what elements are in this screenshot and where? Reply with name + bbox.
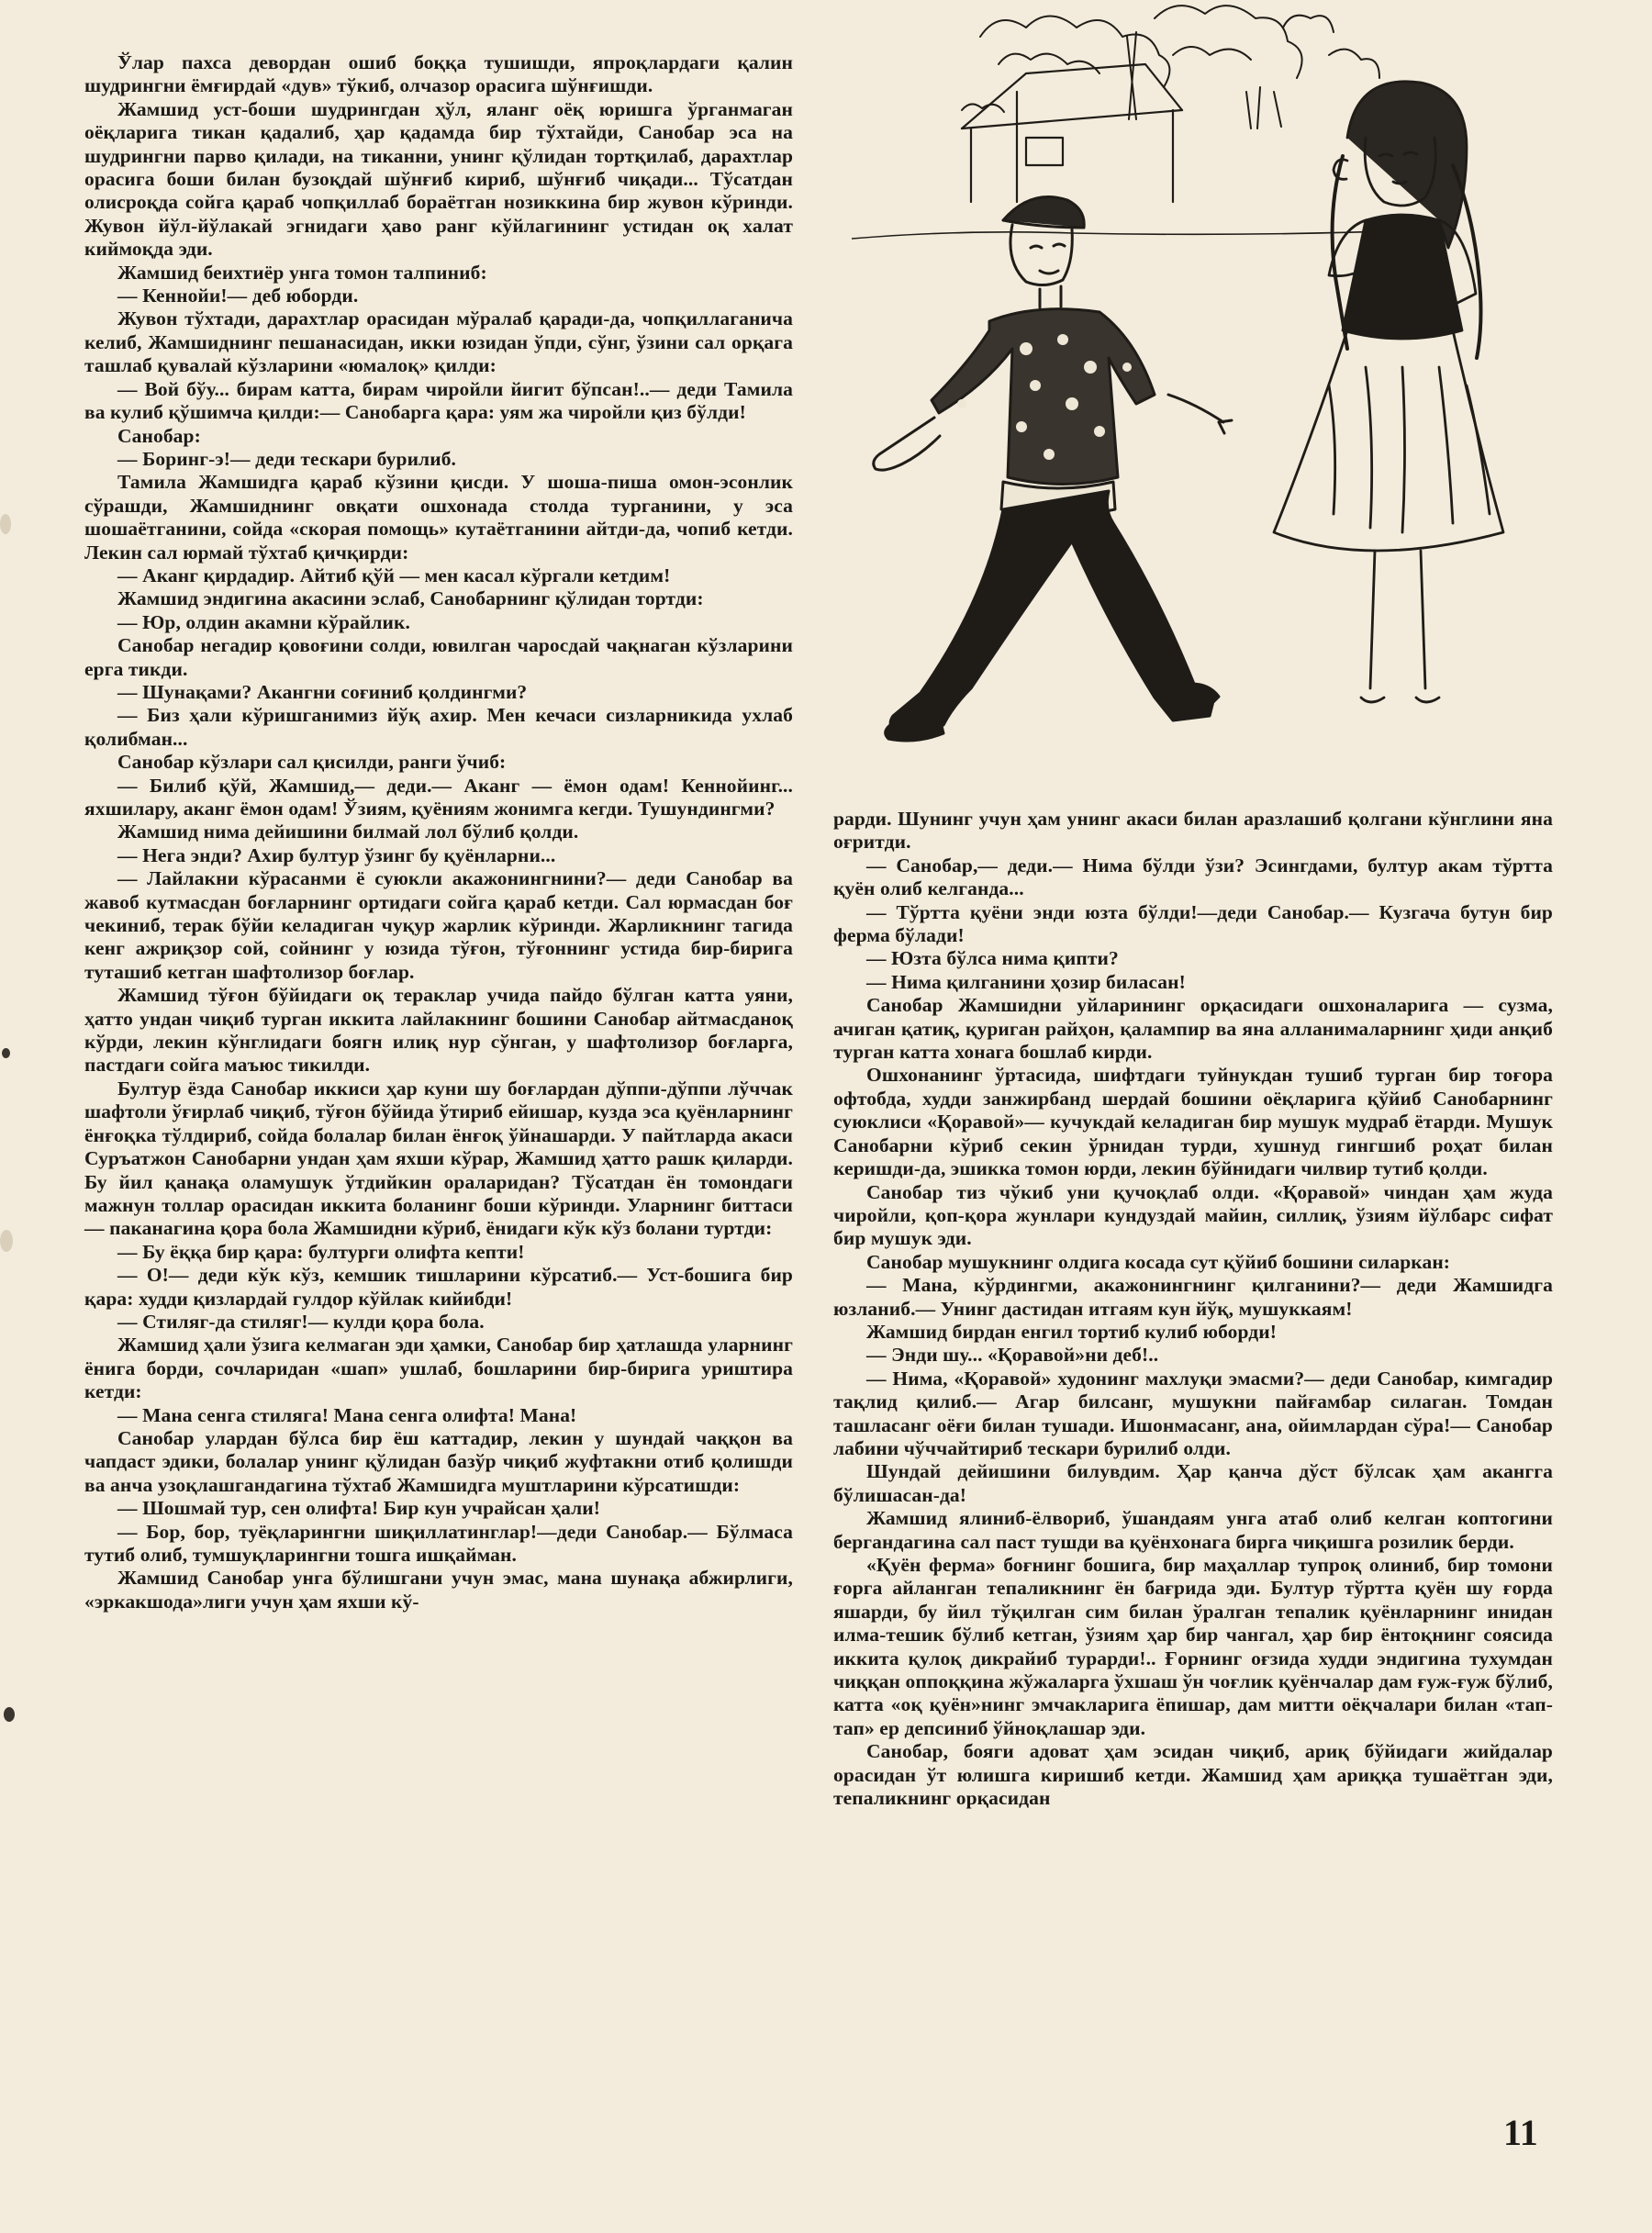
paragraph: Санобар тиз чўкиб уни қучоқлаб олди. «Қоравой» чиндан ҳам жуда чиройли, қоп-қора жунлари кундуздай майин, силлиқ, ўзиям йўлбарс сифат бир мушук эди. <box>833 1180 1553 1250</box>
paragraph: — Санобар,— деди.— Нима бўлди ўзи? Эсингдами, бултур акам тўртта қуён олиб келганда... <box>833 854 1553 900</box>
paragraph: — Тўртта қуёни энди юзта бўлди!—деди Санобар.— Кузгача бутун бир ферма бўлади! <box>833 900 1553 947</box>
house <box>962 64 1182 202</box>
boy-figure <box>874 196 1232 741</box>
paragraph: Жамшид Санобар унга бўлишгани учун эмас, мана шунақа абжирлиги, «эркакшода»лиги учун ҳам яхши кў- <box>84 1567 793 1613</box>
paragraph: Жамшид тўғон бўйидаги оқ тераклар учида пайдо бўлган катта уяни, ҳатто ундан чиқиб турган иккита лайлакнинг бошини Санобар айтмасданоқ кўрди, лекин кўнглидаги боягн илиқ нур сўнган, у шафтолизор боғларга, пастдаги сойга маъюс тикилди. <box>84 984 793 1077</box>
paragraph: Жамшид ялиниб-ёлвориб, ўшандаям унга атаб олиб келган коптогини бергандагина сал паст тушди ва қуёнхонага бирга чиқишга розилик берди. <box>833 1507 1553 1553</box>
paragraph: — Бор, бор, туёқларингни шиқиллатинглар!—деди Санобар.— Бўлмаса тутиб олиб, тумшуқларингни тошга ишқайман. <box>84 1520 793 1566</box>
paragraph: — Биз ҳали кўришганимиз йўқ ахир. Мен кечаси сизларникида ухлаб қолибман... <box>84 704 793 750</box>
paragraph: — Нима, «Қоравой» худонинг махлуқи эмасми?— деди Санобар, кимгадир тақлид қилиб.— Агар билсанг, мушукни пайғамбар силаган. Томдан ташласанг оёғи билан тушади. Ишонмасанг, ана, ойимлардан сўра!— Санобар лабини чўччайтириб тескари бурилиб олди. <box>833 1367 1553 1459</box>
paragraph: Тамила Жамшидга қараб кўзини қисди. У шоша-пиша омон-эсонлик сўрашди, Жамшиднинг овқати ошхонада столда турганини, у эса шошаётганини, сойда «скорая помощь» кутаётганини айтди-да, чопиб кетди. Лекин сал юрмай тўхтаб қичқирди: <box>84 471 793 564</box>
paragraph: — Лайлакни кўрасанми ё суюкли акажонингнини?— деди Санобар ва жавоб кутмасдан боғларнинг ортидаги сойга қараб кетди. Сал юрмасдан боғ чекиниб, терак бўйи келадиган чуқур жарлик кўринди. Жарликнинг тагида кенг ажриқзор сой, сойнинг у юзида тўғон, тўғоннинг устида бир-бирига туташиб кетган шафтолизор боғлар. <box>84 867 793 983</box>
page-number: 11 <box>1503 2112 1538 2153</box>
paragraph: — Бу ёққа бир қара: бултурги олифта кепти! <box>117 1240 525 1263</box>
right-text-column <box>833 808 1553 1810</box>
paragraph: Шундай дейишини билувдим. Ҳар қанча дўст бўлсак ҳам акангга бўлишасан-да! <box>833 1460 1553 1506</box>
paragraph: Жамшид бирдан енгил тортиб кулиб юборди! <box>866 1320 1278 1343</box>
ink-speck <box>2 1048 10 1058</box>
paragraph: Ўлар пахса девордан ошиб боққа тушишди, япроқлардаги қалин шудрингни ёмғирдай «дув» тўкиб, олчазор орасига шўнғишди. <box>84 51 793 97</box>
paragraph: Санобар негадир қовоғини солди, ювилган чаросдай чақнаган кўзларини ерга тикди. <box>84 634 793 680</box>
paragraph: Бултур ёзда Санобар иккиси ҳар куни шу боғлардан дўппи-дўппи лўччак шафтоли ўғирлаб чиқиб, тўғон бўйида ўтириб ейишар, кузда эса қуёнларнинг ёнғоқка тўлдириб, сойда болалар билан ёнғоқ ўйнашарди. У пайтларда акаси Суръатжон Санобарни ундан ҳам яхши кўрар, Жамшид ҳатто рашк қиларди. Бу йил қанақа оламушук ўтдийкин ораларидан? Тўсатдан ён томондаги мажнун толлар орасидан иккита боланинг боши кўринди. Уларнинг биттаси — паканагина қора бола Жамшидни кўриб, ёнидаги кўк кўз болани туртди: <box>84 1077 793 1240</box>
paragraph: Жамшид беихтиёр унга томон талпиниб: <box>117 261 487 284</box>
girl-figure <box>1274 82 1503 702</box>
paragraph: Жамшид ҳали ўзига келмаган эди ҳамки, Санобар бир ҳатлашда уларнинг ёнига борди, сочларидан «шап» ушлаб, бошларини бир-бирига уриштира кетди: <box>84 1334 793 1403</box>
paragraph: — Энди шу... «Қоравой»ни деб!.. <box>866 1344 1159 1367</box>
paragraph: — Вой бўу... бирам катта, бирам чиройли йигит бўпсан!..— деди Тамила ва кулиб қўшимча қилди:— Санобарга қара: уям жа чиройли қиз бўлди! <box>84 377 793 424</box>
paragraph: — Юр, олдин акамни кўрайлик. <box>117 610 410 633</box>
paragraph: — Шунақами? Акангни соғиниб қолдингми? <box>117 680 528 703</box>
paragraph: — Аканг қирдадир. Айтиб қўй — мен касал кўргали кетдим! <box>117 564 671 586</box>
left-text-column <box>84 51 793 1613</box>
paragraph: — Кеннойи!— деб юборди. <box>117 285 359 307</box>
paragraph: Санобар: <box>117 424 201 447</box>
paragraph: Жувон тўхтади, дарахтлар орасидан мўралаб қаради-да, чопқиллаганича келиб, Жамшиднинг пешанасидан, икки юзидан ўпди, сўнг, ўзини сал орқага ташлаб қувалай кўзларини «юмалоқ» қилди: <box>84 307 793 377</box>
paragraph: — Нима қилганини ҳозир биласан! <box>866 970 1186 993</box>
tree-foliage <box>962 6 1379 128</box>
paragraph: Санобар, бояги адоват ҳам эсидан чиқиб, ариқ бўйидаги жийдалар орасидан ўт юлишга киришиб кетди. Жамшид ҳам ариққа тушаётган эди, тепаликнинг орқасидан <box>833 1740 1553 1810</box>
paragraph: Жамшид нима дейишини билмай лол бўлиб қолди. <box>117 821 579 843</box>
paragraph: — Стиляг-да стиляг!— кулди қора бола. <box>117 1310 485 1333</box>
paragraph: Жамшид эндигина акасини эслаб, Санобарнинг қўлидан тортди: <box>117 587 704 610</box>
paragraph: Санобар кўзлари сал қисилди, ранги ўчиб: <box>117 751 507 774</box>
paragraph: — Билиб қўй, Жамшид,— деди.— Аканг — ёмон одам! Кеннойинг... яхшилару, аканг ёмон одам! Ўзиям, қуёниям жонимга кегди. Тушундингми? <box>84 774 793 820</box>
paragraph: — Нега энди? Ахир бултур ўзинг бу қуёнларни... <box>117 843 556 866</box>
paragraph: Санобар улардан бўлса бир ёш каттадир, лекин у шундай чаққон ва чапдаст эдики, болалар унинг қўлидан базўр чиқиб жуфтакни отиб қолишди ва анча узоқлашгандагина тўхтаб Жамшидга муштларини кўрсатишди: <box>84 1426 793 1496</box>
binding-hole <box>0 1230 13 1252</box>
paragraph: Жамшид уст-боши шудрингдан ҳўл, яланг оёқ юришга ўрганмаган оёқларига тикан қадалиб, ҳар қадамда бир тўхтайди, Санобар эса на шудрингни парво қилади, на тиканни, унинг қўлидан тортқилаб, дарахтлар орасига боши билан бузоқдай шўнғиб кириб, шўнғиб чиқади... Тўсатдан олисроқда сойга қараб чопқиллаб бораётган нозиккина бир жувон кўринди. Жувон йўл-йўлакай эгнидаги ҳаво ранг кўйлагининг устидан оқ халат киймоқда эди. <box>84 97 793 261</box>
paragraph: рарди. Шунинг учун ҳам унинг акаси билан аразлашиб қолгани кўнглини яна оғритди. <box>833 808 1553 854</box>
paragraph: — Мана, кўрдингми, акажонингнинг қилганини?— деди Жамшидга юзланиб.— Унинг дастидан итгаям кун йўқ, мушуккаям! <box>833 1274 1553 1320</box>
paragraph: — Шошмай тур, сен олифта! Бир кун учрайсан ҳали! <box>117 1497 601 1520</box>
paragraph: — Мана сенга стиляга! Мана сенга олифта! Мана! <box>117 1403 577 1426</box>
paragraph: Санобар мушукнинг олдига косада сут қўйиб бошини силаркан: <box>866 1250 1451 1273</box>
paragraph: — Боринг-э!— деди тескари бурилиб. <box>117 447 457 470</box>
binding-hole <box>0 514 11 534</box>
paragraph: — Юзта бўлса нима қипти? <box>866 947 1119 970</box>
boy-and-girl-illustration <box>852 0 1549 769</box>
paragraph: Санобар Жамшидни уйларининг орқасидаги ошхоналарига — сузма, ачиган қатиқ, қуриган райҳон, қалампир ва яна алланималарнинг ҳиди анқиб турган катта хонага бошлаб кирди. <box>833 994 1553 1064</box>
paragraph: Ошхонанинг ўртасида, шифтдаги туйнукдан тушиб турган бир тоғора офтобда, худди занжирбанд шердай бошини оёқларига қўйиб Санобарнинг суюклиси «Қоравой»— кучукдай келадиган бир мушук мудраб ётарди. Мушук Санобарни кўриб секин ўрнидан турди, хушнуд гингшиб роҳат билан керишди-да, эшикка томон юрди, лекин бўйнидаги чилвир тутиб қолди. <box>833 1064 1553 1180</box>
paragraph: «Қуён ферма» боғнинг бошига, бир маҳаллар тупроқ олиниб, бир томони ғорга айланган тепаликнинг ён бағрида эди. Бултур тўртта қуён шу ғорда яшарди, бу йил тўқилган сим билан ўралган тепалик қуёнларнинг инидан илма-тешик бўлиб кетган, ўзиям ҳар бир чангал, ҳар бир ёнтоқнинг соясида иккита қулоқ дикрайиб турарди!.. Ғорнинг оғзида худди эндигина тухумдан чиққан оппоққина жўжаларга ўхшаш ўн чоғлик қуёнчалар дам ғуж-ғуж бўлиб, катта «оқ қуён»нинг эмчакларига ёпишар, дам митти оёқчалари билан «тап-тап» ер депсиниб ўйноқлашар эди. <box>833 1554 1553 1739</box>
paragraph: — О!— деди кўк кўз, кемшик тишларини кўрсатиб.— Уст-бошига бир қара: худди қизлардай гулдор кўйлак кийибди! <box>84 1264 793 1310</box>
ink-speck <box>4 1707 15 1722</box>
